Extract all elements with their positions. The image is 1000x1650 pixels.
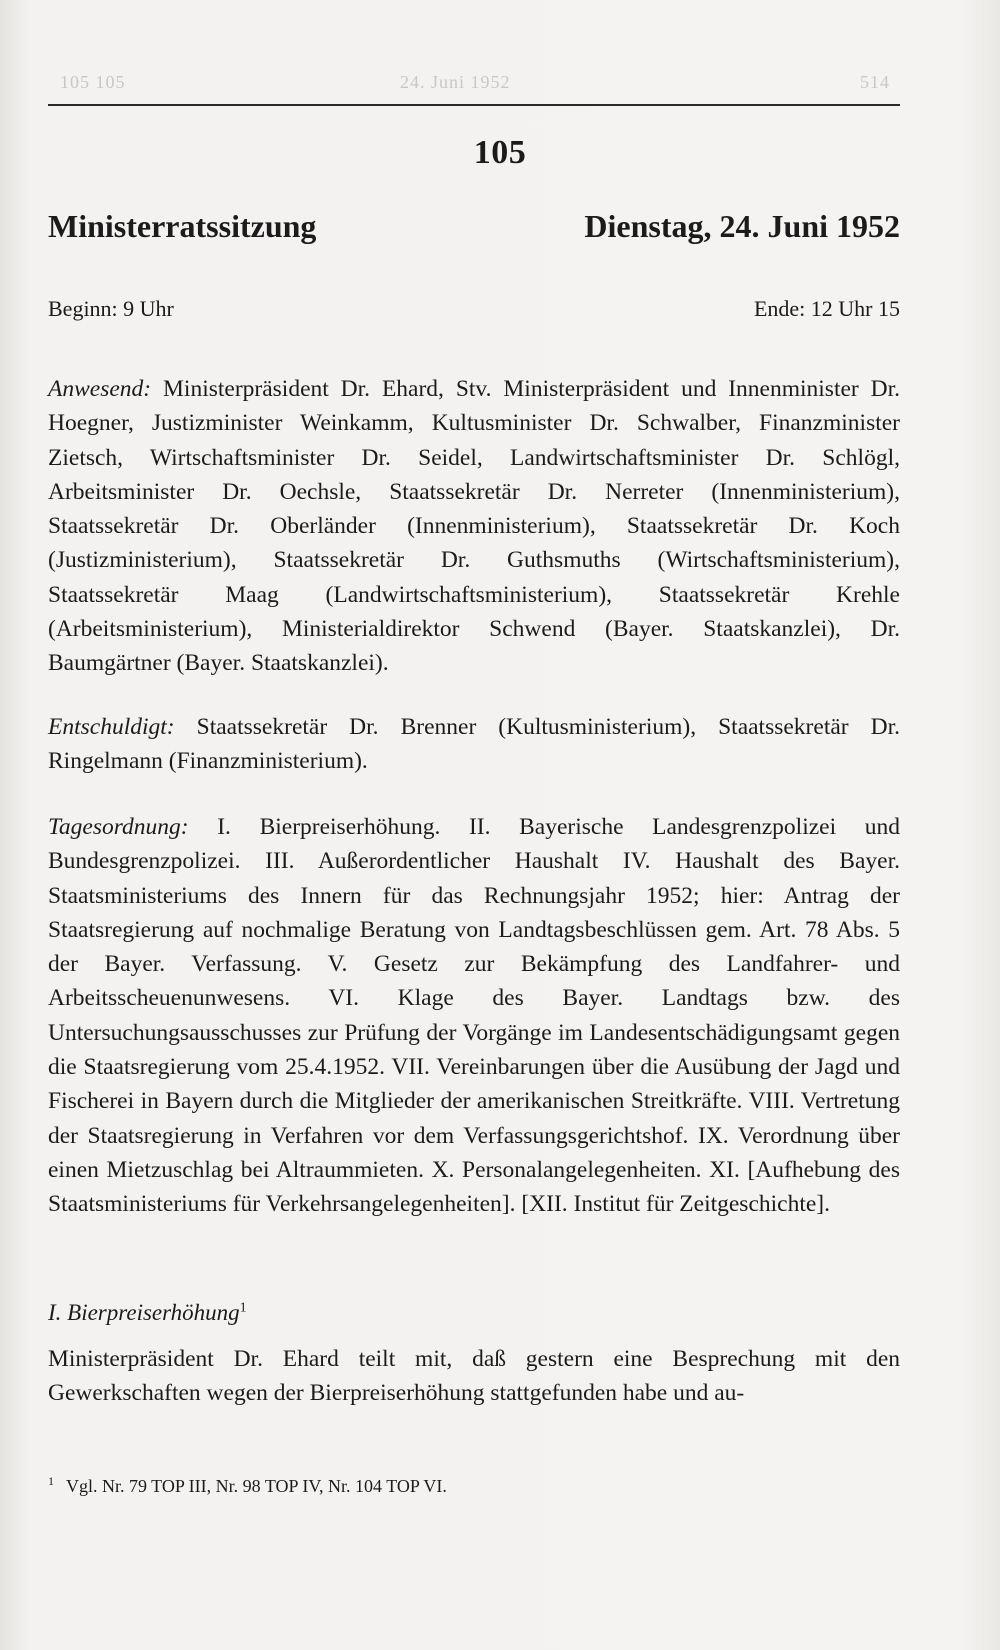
excused-text: Staatssekretär Dr. Brenner (Kultusministerium), Staatssekretär Dr. Ringelmann (Finanzministerium). xyxy=(48,714,901,775)
document-date: Dienstag, 24. Juni 1952 xyxy=(584,208,900,244)
bleed-through-page-number: 105 105 xyxy=(60,72,126,92)
present-text: Ministerpräsident Dr. Ehard, Stv. Ministerpräsident und Innenminister Dr. Hoegner, Justizminister Weinkamm, Kultusminister Dr. Schwalber, Finanzminister Zietsch, Wirtschaftsminister Dr. Seidel, Landwirtschaftsminister Dr. Schlögl, Arbeitsminister Dr. Oechsle, Staatssekretär Dr. Nerreter (Innenministerium), Staatssekretär Dr. Oberländer (Innenministerium), Staatssekretär Dr. Koch (Justizministerium), Staatssekretär Dr. Guthsmuths (Wirtschaftsministerium), Staatssekretär Maag (Landwirtschaftsministerium), Staatssekretär Krehle (Arbeitsministerium), Ministerialdirektor Schwend (Bayer. Staatskanzlei), Dr. Baumgärtner (Bayer. Staatskanzlei). xyxy=(48,376,900,677)
bleed-through-running-head: 24. Juni 1952 xyxy=(400,72,511,92)
attendance-present xyxy=(48,372,900,681)
document-title: Ministerratssitzung xyxy=(48,208,317,244)
footnote-text: Vgl. Nr. 79 TOP III, Nr. 98 TOP IV, Nr. 104 TOP VI. xyxy=(66,1476,447,1496)
excused-label: Entschuldigt: xyxy=(48,714,175,740)
header-rule xyxy=(48,104,900,106)
end-time: Ende: 12 Uhr 15 xyxy=(753,296,900,321)
section-body xyxy=(48,1342,900,1411)
time-row xyxy=(48,296,900,322)
agenda xyxy=(48,810,900,1222)
agenda-label: Tagesordnung: xyxy=(48,814,189,840)
begin-time: Beginn: 9 Uhr xyxy=(48,296,174,321)
section-heading xyxy=(48,1300,247,1326)
section-body-text: Ministerpräsident Dr. Ehard teilt mit, daß gestern eine Besprechung mit den Gewerkschaften wegen der Bierpreiserhöhung stattgefunden habe und au- xyxy=(48,1346,900,1407)
footnote-number: 1 xyxy=(48,1474,54,1488)
footnote xyxy=(48,1474,447,1497)
footnote-reference: 1 xyxy=(239,1300,247,1316)
agenda-text: I. Bierpreiserhöhung. II. Bayerische Landesgrenzpolizei und Bundesgrenzpolizei. III. Außerordentlicher Haushalt IV. Haushalt des Bayer. Staatsministeriums des Innern für das Rechnungsjahr 1952; hier: Antrag der Staatsregierung auf nochmalige Beratung von Landtagsbeschlüssen gem. Art. 78 Abs. 5 der Bayer. Verfassung. V. Gesetz zur Bekämpfung des Landfahrer- und Arbeitsscheuenunwesens. VI. Klage des Bayer. Landtags bzw. des Untersuchungsausschusses zur Prüfung der Vorgänge im Landesentschädigungsamt gegen die Staatsregierung vom 25.4.1952. VII. Vereinbarungen über die Ausübung der Jagd und Fischerei in Bayern durch die Mitglieder der amerikanischen Streitkräfte. VIII. Vertretung der Staatsregierung in Verfahren vor dem Verfassungsgerichtshof. IX. Verordnung über einen Mietzuschlag bei Altraummieten. X. Personalangelegenheiten. XI. [Aufhebung des Staatsministeriums für Verkehrsangelegenheiten]. [XII. Institut für Zeitgeschichte]. xyxy=(48,814,901,1218)
attendance-excused xyxy=(48,710,900,779)
section-heading-text: I. Bierpreiserhöhung xyxy=(48,1300,240,1325)
title-row xyxy=(48,208,900,245)
document-number: 105 xyxy=(473,134,527,171)
bleed-through-folio: 514 xyxy=(860,72,890,92)
present-label: Anwesend: xyxy=(48,376,152,402)
